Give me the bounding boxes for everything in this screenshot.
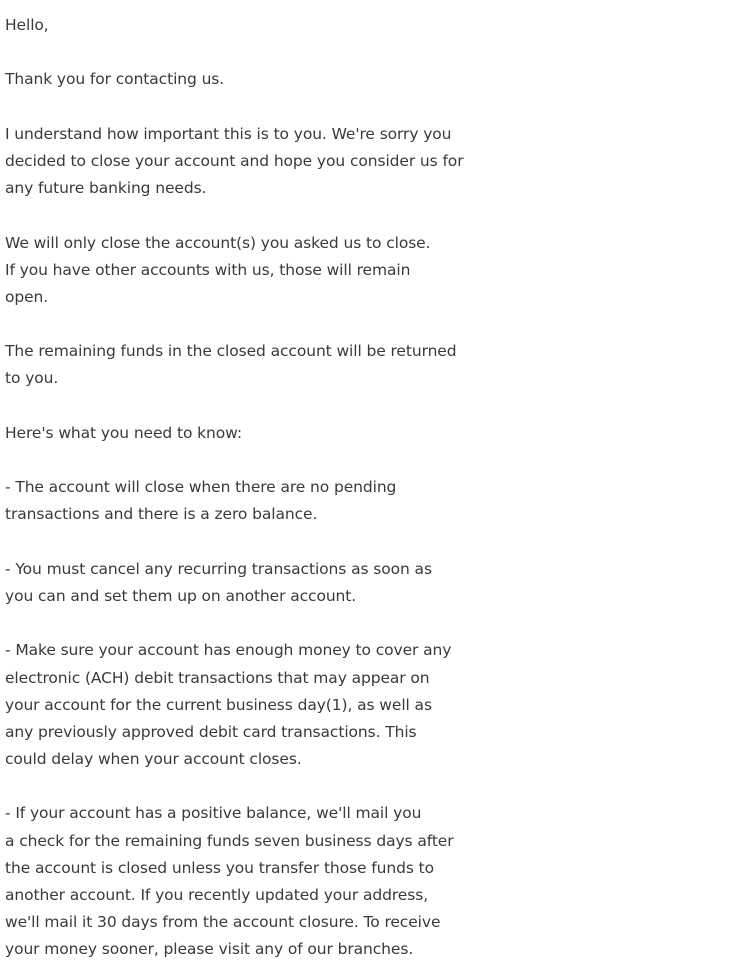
- thanks-line: Thank you for contacting us.: [5, 70, 225, 89]
- list-item-balance-check: [5, 800, 705, 963]
- text-line: open.: [5, 287, 49, 306]
- paragraph-apology: [5, 121, 705, 203]
- paragraph-gap: [5, 202, 705, 229]
- text-line: another account. If you recently updated your address,: [5, 886, 429, 904]
- paragraph-gap: [5, 311, 705, 338]
- text-line: - The account will close when there are no pending: [5, 478, 397, 497]
- text-line: The remaining funds in the closed account will be returned: [5, 342, 457, 361]
- text-line: you can and set them up on another account.: [5, 586, 357, 605]
- list-item-recurring: [5, 556, 705, 610]
- paragraph-gap: [5, 447, 705, 474]
- text-line: If you have other accounts with us, those will remain: [5, 260, 411, 279]
- list-item-pending: [5, 474, 705, 528]
- paragraph-gap: [5, 94, 705, 121]
- text-line: - You must cancel any recurring transactions as soon as: [5, 559, 432, 578]
- list-item-ach: [5, 637, 705, 773]
- paragraph-gap: [5, 393, 705, 420]
- text-line: We will only close the account(s) you asked us to close.: [5, 233, 431, 252]
- text-line: your account for the current business day(1), as well as: [5, 695, 432, 714]
- text-line: transactions and there is a zero balance.: [5, 505, 318, 524]
- text-line: a check for the remaining funds seven business days after: [5, 831, 454, 850]
- text-line: could delay when your account closes.: [5, 750, 302, 769]
- text-line: - If your account has a positive balance, we'll mail you: [5, 804, 422, 823]
- paragraph-gap: [5, 39, 705, 66]
- text-line: we'll mail it 30 days from the account closure. To receive: [5, 913, 441, 932]
- list-intro: Here's what you need to know:: [5, 423, 243, 442]
- paragraph-funds: [5, 338, 705, 392]
- text-line: decided to close your account and hope you consider us for: [5, 151, 464, 170]
- text-line: any previously approved debit card transactions. This: [5, 722, 417, 741]
- text-line: any future banking needs.: [5, 179, 207, 198]
- text-line: the account is closed unless you transfer those funds to: [5, 858, 434, 877]
- paragraph-gap: [5, 529, 705, 556]
- paragraph-gap: [5, 773, 705, 800]
- text-line: I understand how important this is to you. We're sorry you: [5, 124, 452, 143]
- greeting: Hello,: [5, 16, 49, 34]
- paragraph-gap: [5, 610, 705, 637]
- text-line: your money sooner, please visit any of our branches.: [5, 940, 414, 959]
- text-line: to you.: [5, 369, 59, 388]
- text-line: electronic (ACH) debit transactions that may appear on: [5, 668, 430, 687]
- paragraph-accounts: [5, 230, 705, 312]
- text-line: - Make sure your account has enough money to cover any: [5, 641, 452, 660]
